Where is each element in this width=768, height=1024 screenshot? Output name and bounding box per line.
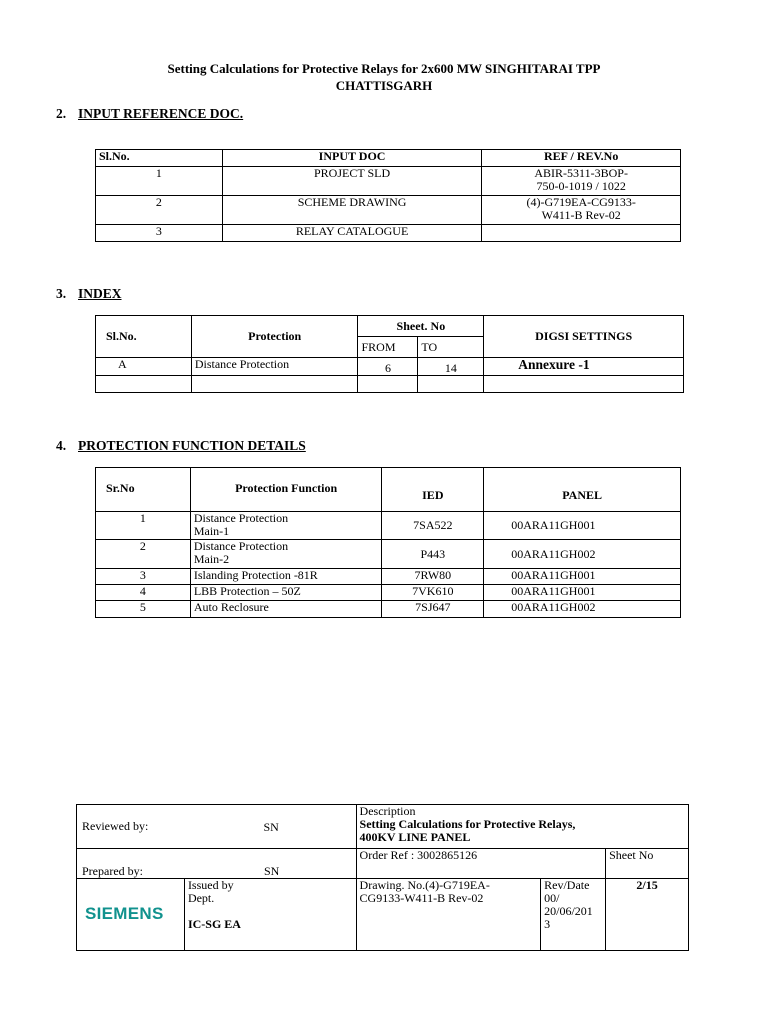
table-row (96, 225, 681, 242)
sr-no-cell: 5 (96, 601, 191, 618)
panel-cell: 00ARA11GH001 (484, 569, 681, 585)
dept-label: Dept. (187, 891, 215, 905)
table-row (96, 569, 681, 585)
function-line-2: Main-1 (193, 524, 230, 538)
empty-cell (484, 376, 684, 393)
input-doc-cell: SCHEME DRAWING (222, 196, 482, 225)
issued-by-cell (184, 879, 356, 951)
rev-date-line-1: 00/ (544, 891, 560, 905)
description-cell (356, 805, 688, 849)
column-header: Protection Function (190, 468, 382, 512)
prepared-cell (77, 849, 357, 879)
logo-cell (77, 879, 185, 951)
panel-cell: 00ARA11GH002 (484, 601, 681, 618)
title-line-2: CHATTISGARH (335, 78, 433, 93)
section-number: 4. (56, 438, 67, 453)
rev-date-line-2: 20/06/201 (544, 904, 593, 918)
ied-cell: 7SJ647 (382, 601, 484, 618)
section-number: 3. (56, 286, 67, 301)
index-table (95, 315, 684, 393)
document-title (0, 60, 768, 94)
table-row (96, 358, 684, 376)
input-doc-cell: PROJECT SLD (222, 167, 482, 196)
title-block-row (77, 849, 689, 879)
empty-cell (191, 376, 358, 393)
title-block-row (77, 879, 689, 951)
from-cell: 6 (358, 358, 418, 376)
section-heading-text: INDEX (78, 286, 122, 301)
panel-cell: 00ARA11GH001 (484, 512, 681, 540)
ref-line-2: W411-B Rev-02 (541, 208, 621, 222)
title-line-1: Setting Calculations for Protective Relays for 2x600 MW SINGHITARAI TPP (167, 61, 601, 76)
table-row (96, 376, 684, 393)
input-doc-cell: RELAY CATALOGUE (222, 225, 482, 242)
table-row (96, 585, 681, 601)
siemens-logo: SIEMENS (85, 904, 164, 923)
rev-date-line-3: 3 (544, 917, 551, 931)
reviewed-label: Reviewed by: (82, 819, 149, 833)
ref-line-1: ABIR-5311-3BOP- (534, 166, 628, 180)
ref-cell (482, 225, 681, 242)
table-header-row (96, 316, 684, 337)
rev-date-label: Rev/Date (544, 878, 590, 892)
empty-cell (96, 376, 192, 393)
ref-cell (482, 167, 681, 196)
column-header: Sr.No (96, 468, 191, 512)
ied-cell: 7RW80 (382, 569, 484, 585)
column-header: PANEL (484, 468, 681, 512)
section-index-heading (56, 286, 122, 302)
column-header: Sheet. No (358, 316, 484, 337)
table-header-row (96, 468, 681, 512)
ied-cell: 7VK610 (382, 585, 484, 601)
prepared-label: Prepared by: (82, 864, 143, 878)
column-header: Protection (191, 316, 358, 358)
table-row (96, 601, 681, 618)
sheet-value-cell: 2/15 (606, 879, 689, 951)
protection-function-table (95, 467, 681, 618)
column-header: TO (418, 337, 484, 358)
sl-no-cell: 1 (96, 167, 223, 196)
sl-no-cell: 2 (96, 196, 223, 225)
function-line-1: Distance Protection (193, 511, 289, 525)
column-header: FROM (358, 337, 418, 358)
drawing-line-1: Drawing. No.(4)-G719EA- (359, 878, 490, 892)
sl-no-cell: 3 (96, 225, 223, 242)
issued-by-label: Issued by (187, 878, 234, 892)
column-header: IED (382, 468, 484, 512)
description-label: Description (359, 804, 416, 818)
dept-value: IC-SG EA (187, 917, 241, 931)
description-line-1: Setting Calculations for Protective Relays, (359, 817, 576, 831)
protection-cell: Distance Protection (191, 358, 358, 376)
sheet-no-label-cell: Sheet No (606, 849, 689, 879)
ref-cell (482, 196, 681, 225)
panel-cell: 00ARA11GH001 (484, 585, 681, 601)
column-header: REF / REV.No (482, 150, 681, 167)
column-header: DIGSI SETTINGS (484, 316, 684, 358)
order-ref-cell: Order Ref : 3002865126 (356, 849, 606, 879)
sr-no-cell: 3 (96, 569, 191, 585)
empty-cell (418, 376, 484, 393)
sl-no-cell: A (96, 358, 192, 376)
function-cell: Islanding Protection -81R (190, 569, 382, 585)
prepared-value: SN (264, 864, 280, 878)
title-block (76, 804, 689, 951)
section-input-reference-heading (56, 106, 243, 122)
input-reference-table (95, 149, 681, 242)
column-header: Sl.No. (96, 316, 192, 358)
function-line-2: Main-2 (193, 552, 230, 566)
table-header-row (96, 150, 681, 167)
ied-cell: P443 (382, 540, 484, 569)
reviewed-cell (77, 805, 357, 849)
description-line-2: 400KV LINE PANEL (359, 830, 471, 844)
section-protection-details-heading (56, 438, 306, 454)
rev-date-cell (541, 879, 606, 951)
digsi-cell: Annexure -1 (484, 358, 684, 376)
title-block-row (77, 805, 689, 849)
table-row (96, 196, 681, 225)
table-row (96, 540, 681, 569)
to-cell: 14 (418, 358, 484, 376)
function-cell (190, 512, 382, 540)
empty-cell (358, 376, 418, 393)
ref-line-1: (4)-G719EA-CG9133- (526, 195, 636, 209)
function-line-1: Distance Protection (193, 539, 289, 553)
ref-line-2: 750-0-1019 / 1022 (536, 179, 626, 193)
section-number: 2. (56, 106, 67, 121)
sr-no-cell: 2 (96, 540, 191, 569)
table-row (96, 512, 681, 540)
table-row (96, 167, 681, 196)
drawing-line-2: CG9133-W411-B Rev-02 (359, 891, 484, 905)
section-heading-text: PROTECTION FUNCTION DETAILS (78, 438, 306, 453)
function-cell: LBB Protection – 50Z (190, 585, 382, 601)
column-header: INPUT DOC (222, 150, 482, 167)
sr-no-cell: 1 (96, 512, 191, 540)
function-cell: Auto Reclosure (190, 601, 382, 618)
section-heading-text: INPUT REFERENCE DOC. (78, 106, 244, 121)
panel-cell: 00ARA11GH002 (484, 540, 681, 569)
drawing-no-cell (356, 879, 541, 951)
function-cell (190, 540, 382, 569)
reviewed-value: SN (263, 819, 279, 834)
sr-no-cell: 4 (96, 585, 191, 601)
column-header: Sl.No. (96, 150, 223, 167)
ied-cell: 7SA522 (382, 512, 484, 540)
